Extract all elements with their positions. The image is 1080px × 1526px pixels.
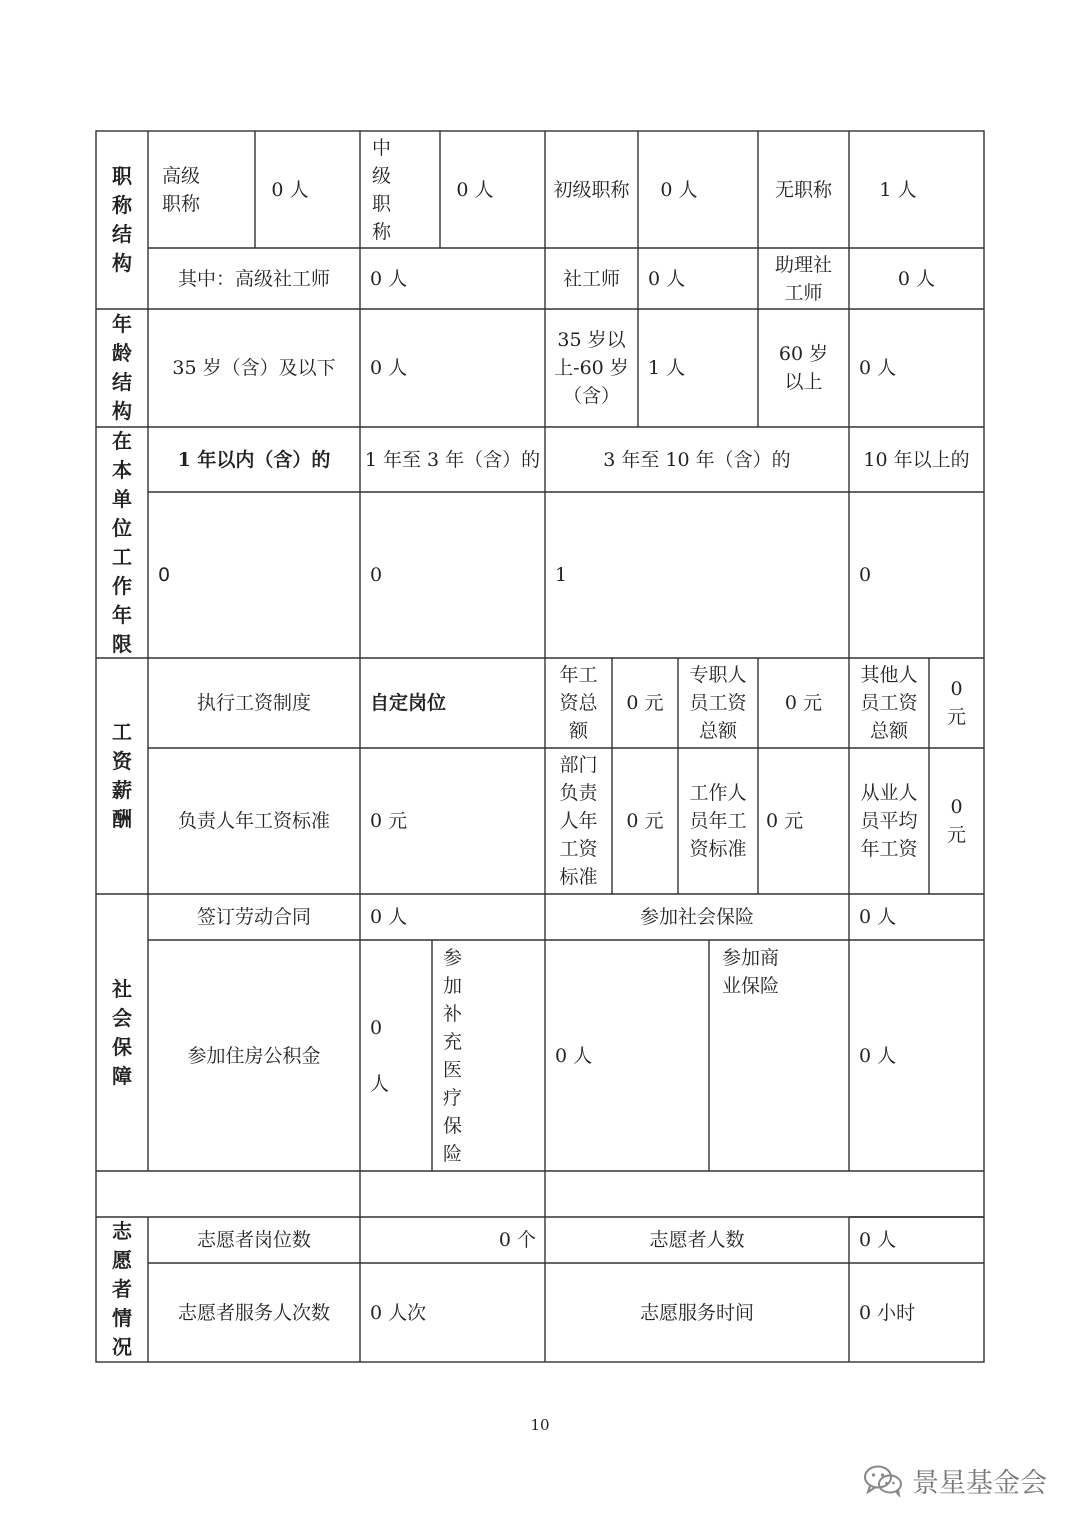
- tenure-header-1: 1 年以内（含）的: [177, 448, 331, 471]
- tenure-header-2: 1 年至 3 年（含）的: [364, 448, 541, 471]
- age-over60-value: 0 人: [859, 357, 897, 379]
- social-worker-value: 0 人: [648, 267, 686, 290]
- fulltime-salary-total-label: 专职人员工资总额: [689, 664, 747, 742]
- junior-title-label: 初级职称: [553, 178, 630, 201]
- no-title-value: 1 人: [879, 178, 917, 201]
- section-age-structure: 年龄结构: [112, 312, 132, 423]
- wechat-icon: [862, 1463, 904, 1497]
- social-worker-label: 社工师: [562, 267, 620, 290]
- age-mid-label: 35 岁以上-60 岁（含）: [554, 329, 629, 407]
- senior-title-value: 0 人: [271, 178, 309, 201]
- section-tenure: 在本单位工作年限: [112, 428, 132, 656]
- section-salary: 工资薪酬: [112, 720, 132, 831]
- tenure-value-4: 0: [859, 564, 872, 586]
- age-over60-label: 60 岁以上: [778, 343, 829, 393]
- assistant-social-worker-value: 0 人: [897, 267, 936, 290]
- page-number: 10: [530, 1416, 550, 1434]
- housing-fund-value: 0 人: [370, 1016, 390, 1095]
- social-insurance-label: 参加社会保险: [639, 906, 754, 928]
- senior-social-worker-label: 其中：高级社工师: [177, 267, 330, 290]
- commercial-insurance-label: 参加商业保险: [722, 947, 780, 997]
- no-title-label: 无职称: [774, 178, 832, 201]
- salary-system-value: 自定岗位: [370, 692, 447, 714]
- tenure-value-3: 1: [555, 564, 568, 586]
- avg-salary-value: 0 元: [946, 796, 966, 846]
- avg-salary-label: 从业人员平均年工资: [860, 782, 918, 860]
- section-volunteers: 志愿者情况: [112, 1219, 132, 1359]
- volunteer-service-times-value: 0 人次: [370, 1301, 427, 1324]
- watermark-text: 景星基金会: [912, 1467, 1047, 1499]
- supplementary-medical-label: 参加补充医疗保险: [443, 947, 463, 1165]
- leader-salary-label: 负责人年工资标准: [177, 810, 330, 832]
- age-mid-value: 1 人: [648, 357, 686, 379]
- leader-salary-value: 0 元: [370, 810, 408, 832]
- other-salary-total-value: 0 元: [946, 678, 966, 728]
- section-social-security: 社会保障: [112, 976, 132, 1088]
- annual-salary-total-value: 0 元: [626, 692, 664, 714]
- tenure-value-1: 0: [158, 564, 171, 586]
- dept-leader-salary-value: 0 元: [626, 810, 664, 832]
- staff-salary-label: 工作人员年工资标准: [689, 782, 747, 860]
- labor-contract-value: 0 人: [370, 906, 408, 928]
- section-title-structure: 职称结构: [112, 164, 132, 275]
- junior-title-value: 0 人: [660, 178, 698, 201]
- middle-title-value: 0 人: [456, 178, 494, 201]
- volunteer-service-hours-value: 0 小时: [859, 1301, 916, 1324]
- labor-contract-label: 签订劳动合同: [196, 906, 311, 928]
- salary-system-label: 执行工资制度: [196, 692, 311, 714]
- tenure-header-4: 10 年以上的: [863, 448, 970, 471]
- fulltime-salary-total-value: 0 元: [784, 692, 823, 714]
- volunteer-count-value: 0 人: [859, 1229, 897, 1251]
- volunteer-posts-value: 0 个: [498, 1229, 536, 1251]
- tenure-header-3: 3 年至 10 年（含）的: [603, 448, 791, 471]
- volunteer-service-hours-label: 志愿服务时间: [639, 1301, 754, 1324]
- middle-title-label: 中级职称: [372, 136, 392, 243]
- dept-leader-salary-label: 部门负责人年工资标准: [559, 754, 598, 888]
- senior-title-label: 高级职称: [162, 164, 201, 215]
- senior-social-worker-value: 0 人: [370, 267, 408, 290]
- volunteer-count-label: 志愿者人数: [649, 1229, 745, 1251]
- volunteer-service-times-label: 志愿者服务人次数: [177, 1301, 330, 1324]
- annual-salary-total-label: 年工资总额: [559, 664, 598, 742]
- age-under35-value: 0 人: [370, 357, 408, 379]
- other-salary-total-label: 其他人员工资总额: [860, 664, 918, 742]
- watermark: [862, 1460, 1047, 1500]
- staff-salary-value: 0 元: [766, 810, 804, 832]
- social-insurance-value: 0 人: [859, 906, 897, 928]
- age-under35-label: 35 岁（含）及以下: [172, 357, 336, 379]
- volunteer-posts-label: 志愿者岗位数: [196, 1229, 311, 1251]
- tenure-value-2: 0: [370, 564, 383, 586]
- assistant-social-worker-label: 助理社工师: [774, 253, 832, 304]
- housing-fund-label: 参加住房公积金: [187, 1044, 321, 1067]
- supplementary-medical-value: 0 人: [555, 1044, 593, 1067]
- commercial-insurance-value: 0 人: [859, 1044, 897, 1067]
